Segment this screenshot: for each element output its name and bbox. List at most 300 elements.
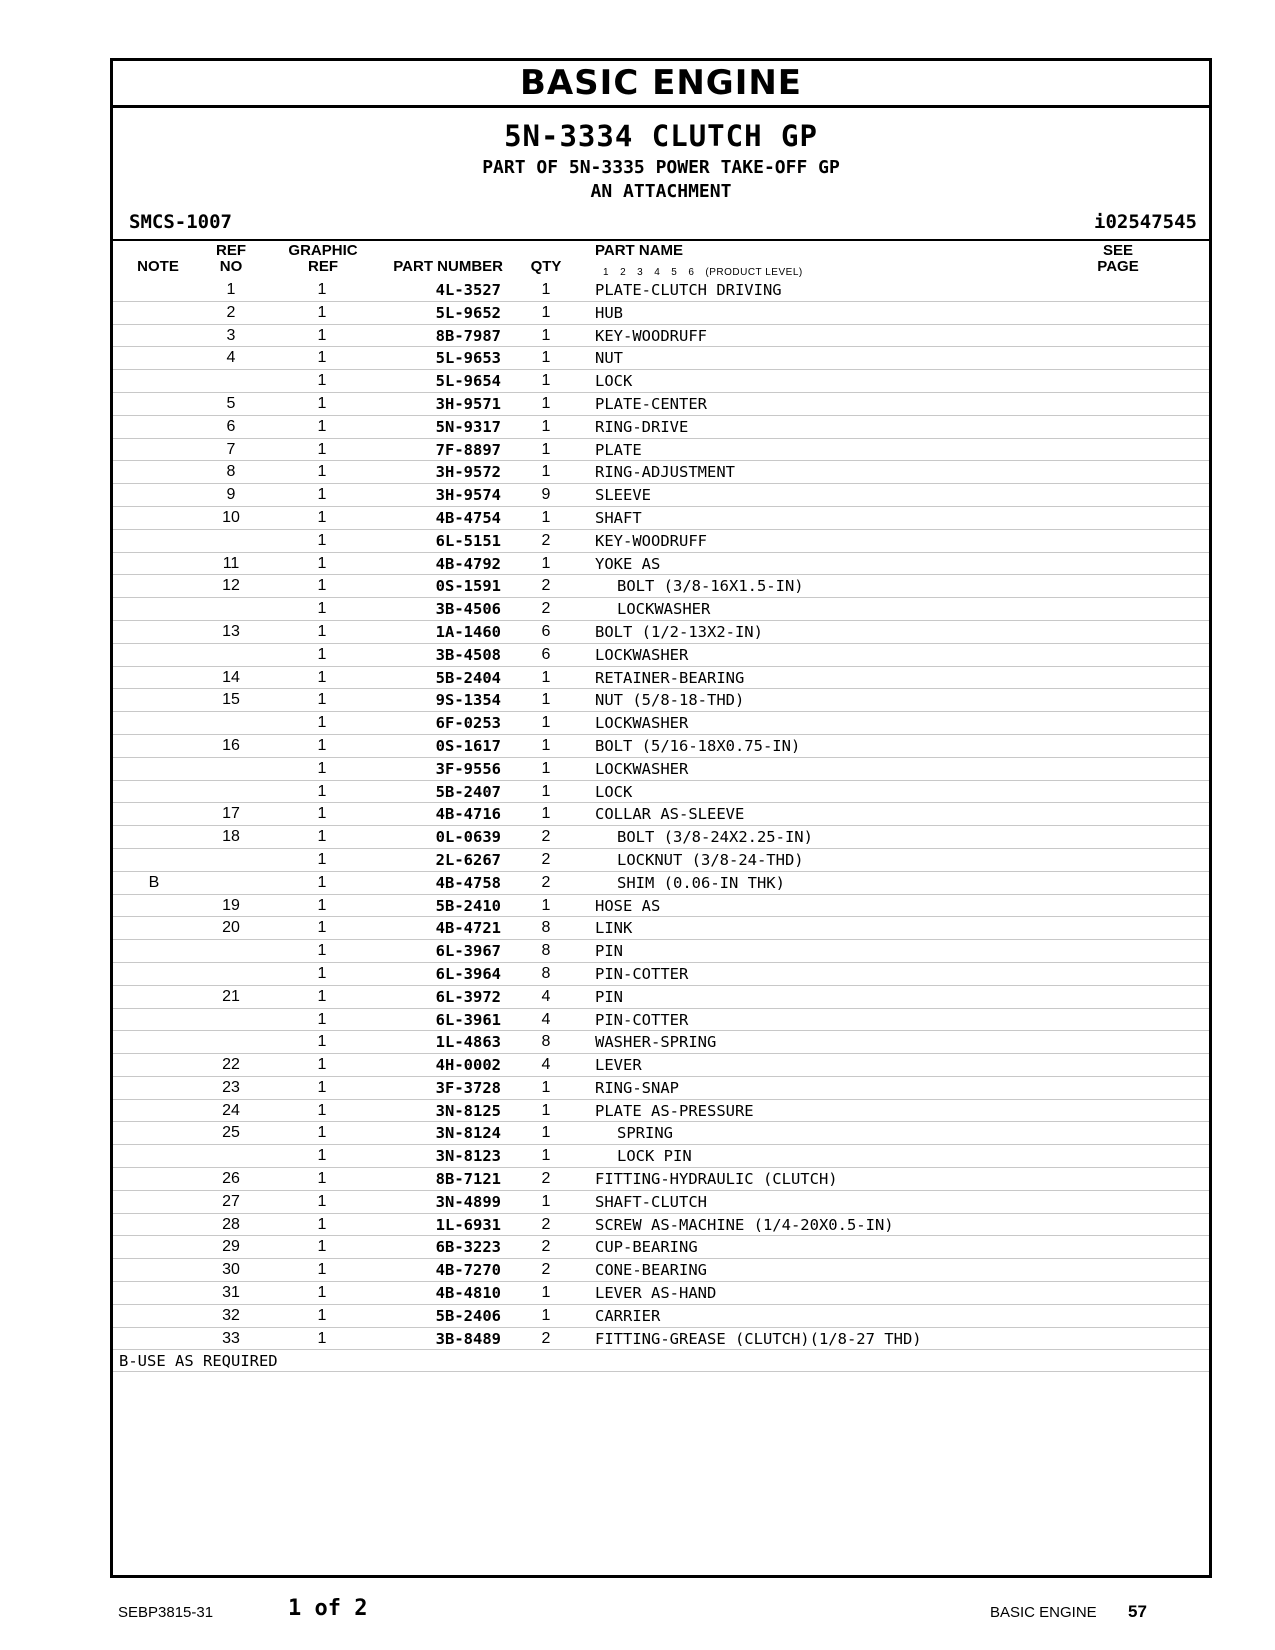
table-row	[113, 1054, 1209, 1077]
graphic-ref-cell: 1	[317, 1056, 327, 1074]
graphic-ref-cell: 1	[317, 1238, 327, 1256]
table-row	[113, 986, 1209, 1009]
header-see-bottom: PAGE	[1097, 258, 1139, 275]
ref-no-cell: 5	[226, 394, 236, 412]
ref-no-cell: 27	[222, 1192, 240, 1210]
ref-no-cell: 30	[222, 1261, 240, 1279]
part-number-cell: 6L-3967	[435, 942, 501, 961]
ref-no-cell: 3	[226, 326, 236, 344]
graphic-ref-cell: 1	[317, 964, 327, 982]
ref-no-cell: 8	[226, 463, 236, 481]
graphic-ref-cell: 1	[317, 1078, 327, 1096]
part-name-cell: HOSE AS	[595, 896, 661, 915]
product-level-5: 5	[671, 267, 678, 278]
product-level-6: 6	[688, 267, 695, 278]
ref-no-cell: 21	[222, 987, 240, 1005]
part-name-cell: RING-DRIVE	[595, 417, 689, 436]
header-qty: QTY	[530, 258, 562, 275]
qty-cell: 1	[541, 668, 551, 686]
graphic-ref-cell: 1	[317, 1215, 327, 1233]
part-name-cell: BOLT (3/8-16X1.5-IN)	[617, 577, 804, 596]
footnote-text: B-USE AS REQUIRED	[119, 1352, 278, 1371]
part-number-cell: 4B-4721	[435, 919, 501, 938]
graphic-ref-cell: 1	[317, 1010, 327, 1028]
part-number-cell: 4B-4810	[435, 1284, 501, 1303]
ref-no-cell: 19	[222, 896, 240, 914]
graphic-ref-cell: 1	[317, 281, 327, 298]
header-see-top: SEE	[1102, 242, 1133, 259]
table-row	[113, 689, 1209, 712]
part-name-cell: FITTING-GREASE (CLUTCH)(1/8-27 THD)	[595, 1329, 922, 1348]
table-row	[113, 484, 1209, 507]
qty-cell: 6	[541, 645, 551, 663]
note-cell: B	[148, 873, 160, 891]
part-number-cell: 8B-7121	[435, 1170, 501, 1189]
footer-section: BASIC ENGINE	[990, 1604, 1097, 1621]
part-number-cell: 1A-1460	[435, 622, 501, 641]
table-row	[113, 1077, 1209, 1100]
qty-cell: 1	[541, 896, 551, 914]
part-name-cell: LOCK	[595, 372, 633, 391]
part-name-cell: PIN	[595, 987, 623, 1006]
part-name-cell: CONE-BEARING	[595, 1261, 707, 1280]
table-row	[113, 1282, 1209, 1305]
graphic-ref-cell: 1	[317, 805, 327, 823]
header-part-number: PART NUMBER	[393, 258, 503, 275]
qty-cell: 1	[541, 372, 551, 390]
part-number-cell: 4B-4754	[435, 508, 501, 527]
part-number-cell: 5L-9654	[435, 372, 501, 391]
part-name-cell: RETAINER-BEARING	[595, 668, 745, 687]
ref-no-cell: 26	[222, 1170, 240, 1188]
table-row	[113, 1100, 1209, 1123]
part-number-cell: 6L-3961	[435, 1010, 501, 1029]
part-name-cell: RING-SNAP	[595, 1078, 679, 1097]
part-number-cell: 4H-0002	[435, 1056, 501, 1075]
part-name-cell: SLEEVE	[595, 486, 651, 505]
table-row	[113, 1168, 1209, 1191]
table-row	[113, 1305, 1209, 1328]
graphic-ref-cell: 1	[317, 1147, 327, 1165]
part-name-cell: LOCKWASHER	[595, 759, 689, 778]
part-name-cell: LOCK	[595, 782, 633, 801]
part-number-cell: 5L-9653	[435, 349, 501, 368]
qty-cell: 9	[541, 486, 551, 504]
part-number-cell: 5B-2406	[435, 1306, 501, 1325]
qty-cell: 4	[541, 987, 551, 1005]
qty-cell: 2	[541, 1261, 551, 1279]
part-number-cell: 0L-0639	[435, 828, 501, 847]
qty-cell: 1	[541, 281, 551, 298]
part-number-cell: 3B-8489	[435, 1329, 501, 1348]
table-row	[113, 1214, 1209, 1237]
graphic-ref-cell: 1	[317, 600, 327, 618]
table-row	[113, 735, 1209, 758]
part-number-cell: 1L-6931	[435, 1215, 501, 1234]
part-name-cell: COLLAR AS-SLEEVE	[595, 805, 745, 824]
graphic-ref-cell: 1	[317, 303, 327, 321]
part-name-cell: SHAFT-CLUTCH	[595, 1192, 707, 1211]
part-number-cell: 3N-8124	[435, 1124, 501, 1143]
qty-cell: 2	[541, 531, 551, 549]
table-row	[113, 598, 1209, 621]
part-number-cell: 3B-4506	[435, 600, 501, 619]
graphic-ref-cell: 1	[317, 622, 327, 640]
table-row	[113, 1145, 1209, 1168]
part-name-cell: NUT	[595, 349, 623, 368]
part-name-cell: LOCKWASHER	[617, 600, 711, 619]
table-row	[113, 279, 1209, 302]
table-row	[113, 393, 1209, 416]
graphic-ref-cell: 1	[317, 1284, 327, 1302]
part-number-cell: 5L-9652	[435, 303, 501, 322]
table-row	[113, 416, 1209, 439]
ref-no-cell: 13	[222, 622, 240, 640]
table-row	[113, 849, 1209, 872]
qty-cell: 1	[541, 1124, 551, 1142]
qty-cell: 2	[541, 1238, 551, 1256]
qty-cell: 1	[541, 782, 551, 800]
part-number-cell: 3N-8123	[435, 1147, 501, 1166]
part-name-cell: KEY-WOODRUFF	[595, 531, 707, 550]
qty-cell: 1	[541, 463, 551, 481]
part-number-cell: 4B-4716	[435, 805, 501, 824]
table-row	[113, 826, 1209, 849]
table-row	[113, 644, 1209, 667]
qty-cell: 1	[541, 417, 551, 435]
part-number-cell: 0S-1591	[435, 577, 501, 596]
graphic-ref-cell: 1	[317, 1192, 327, 1210]
graphic-ref-cell: 1	[317, 691, 327, 709]
part-number-cell: 5B-2404	[435, 668, 501, 687]
ref-no-cell: 24	[222, 1101, 240, 1119]
document-id: i02547545	[1094, 211, 1197, 233]
ref-no-cell: 2	[226, 303, 236, 321]
qty-cell: 1	[541, 1284, 551, 1302]
header-ref-top: REF	[216, 242, 246, 259]
footer-page-number: 57	[1128, 1602, 1147, 1621]
qty-cell: 1	[541, 554, 551, 572]
header-graphic-bottom: REF	[308, 258, 338, 275]
page-frame	[110, 58, 1212, 1578]
header-part-name: PART NAME	[595, 242, 684, 259]
table-row	[113, 781, 1209, 804]
qty-cell: 8	[541, 919, 551, 937]
graphic-ref-cell: 1	[317, 326, 327, 344]
part-name-cell: PLATE-CENTER	[595, 394, 707, 413]
ref-no-cell: 4	[226, 349, 236, 367]
header-divider	[113, 239, 1209, 241]
part-name-cell: LOCKWASHER	[595, 714, 689, 733]
table-row	[113, 370, 1209, 393]
part-number-cell: 3H-9572	[435, 463, 501, 482]
part-number-cell: 8B-7987	[435, 326, 501, 345]
qty-cell: 4	[541, 1056, 551, 1074]
part-name-cell: BOLT (3/8-24X2.25-IN)	[617, 828, 813, 847]
graphic-ref-cell: 1	[317, 417, 327, 435]
qty-cell: 8	[541, 964, 551, 982]
part-number-cell: 3F-9556	[435, 759, 501, 778]
table-row	[113, 712, 1209, 735]
qty-cell: 8	[541, 1033, 551, 1051]
part-number-cell: 6L-3972	[435, 987, 501, 1006]
part-name-cell: YOKE AS	[595, 554, 661, 573]
footnote-row	[113, 1350, 1209, 1372]
part-number-cell: 3N-4899	[435, 1192, 501, 1211]
qty-cell: 2	[541, 1329, 551, 1347]
qty-cell: 1	[541, 349, 551, 367]
footer-doc-number: SEBP3815-31	[118, 1604, 214, 1621]
smcs-code: SMCS-1007	[129, 211, 232, 233]
part-number-cell: 6B-3223	[435, 1238, 501, 1257]
ref-no-cell: 17	[222, 805, 240, 823]
part-name-cell: PIN-COTTER	[595, 1010, 689, 1029]
qty-cell: 2	[541, 577, 551, 595]
ref-no-cell: 15	[222, 691, 240, 709]
qty-cell: 1	[541, 759, 551, 777]
ref-no-cell: 9	[226, 486, 236, 504]
qty-cell: 1	[541, 394, 551, 412]
graphic-ref-cell: 1	[317, 531, 327, 549]
part-number-cell: 3H-9571	[435, 394, 501, 413]
qty-cell: 1	[541, 440, 551, 458]
part-name-cell: RING-ADJUSTMENT	[595, 463, 735, 482]
part-name-cell: CUP-BEARING	[595, 1238, 698, 1257]
graphic-ref-cell: 1	[317, 349, 327, 367]
part-name-cell: FITTING-HYDRAULIC (CLUTCH)	[595, 1170, 838, 1189]
graphic-ref-cell: 1	[317, 486, 327, 504]
qty-cell: 6	[541, 622, 551, 640]
group-title: 5N-3334 CLUTCH GP	[504, 119, 818, 153]
part-name-cell: WASHER-SPRING	[595, 1033, 717, 1052]
part-number-cell: 4B-4792	[435, 554, 501, 573]
section-title: BASIC ENGINE	[113, 61, 1209, 108]
table-row	[113, 439, 1209, 462]
table-row	[113, 553, 1209, 576]
part-number-cell: 6F-0253	[435, 714, 501, 733]
part-name-cell: LEVER AS-HAND	[595, 1284, 717, 1303]
ref-no-cell: 31	[222, 1284, 240, 1302]
table-row	[113, 917, 1209, 940]
table-row	[113, 803, 1209, 826]
graphic-ref-cell: 1	[317, 1306, 327, 1324]
parts-table	[113, 279, 1209, 1372]
table-row	[113, 507, 1209, 530]
graphic-ref-cell: 1	[317, 919, 327, 937]
graphic-ref-cell: 1	[317, 850, 327, 868]
graphic-ref-cell: 1	[317, 736, 327, 754]
ref-no-cell: 20	[222, 919, 240, 937]
graphic-ref-cell: 1	[317, 1101, 327, 1119]
graphic-ref-cell: 1	[317, 782, 327, 800]
part-name-cell: LOCK PIN	[617, 1147, 692, 1166]
table-row	[113, 667, 1209, 690]
ref-no-cell: 23	[222, 1078, 240, 1096]
part-number-cell: 3F-3728	[435, 1078, 501, 1097]
ref-no-cell: 12	[222, 577, 240, 595]
part-name-cell: PLATE	[595, 440, 642, 459]
graphic-ref-cell: 1	[317, 463, 327, 481]
product-level-1: 1	[603, 267, 610, 278]
table-row	[113, 1236, 1209, 1259]
ref-no-cell: 16	[222, 736, 240, 754]
table-row	[113, 530, 1209, 553]
qty-cell: 1	[541, 736, 551, 754]
part-name-cell: SCREW AS-MACHINE (1/4-20X0.5-IN)	[595, 1215, 894, 1234]
part-number-cell: 4B-4758	[435, 873, 501, 892]
part-name-cell: SHIM (0.06-IN THK)	[617, 873, 785, 892]
qty-cell: 1	[541, 508, 551, 526]
parent-group-subtitle: PART OF 5N-3335 POWER TAKE-OFF GP	[482, 157, 840, 178]
part-name-cell: PIN	[595, 942, 623, 961]
part-name-cell: LOCKNUT (3/8-24-THD)	[617, 850, 804, 869]
table-row	[113, 461, 1209, 484]
footer-page-of: 1 of 2	[288, 1596, 368, 1621]
ref-no-cell: 10	[222, 508, 240, 526]
ref-no-cell: 33	[222, 1329, 240, 1347]
qty-cell: 2	[541, 1170, 551, 1188]
qty-cell: 2	[541, 873, 551, 891]
part-name-cell: BOLT (1/2-13X2-IN)	[595, 622, 763, 641]
table-row	[113, 1122, 1209, 1145]
part-name-cell: CARRIER	[595, 1306, 661, 1325]
graphic-ref-cell: 1	[317, 554, 327, 572]
graphic-ref-cell: 1	[317, 759, 327, 777]
graphic-ref-cell: 1	[317, 645, 327, 663]
table-row	[113, 325, 1209, 348]
part-number-cell: 5B-2407	[435, 782, 501, 801]
part-name-cell: LEVER	[595, 1056, 642, 1075]
part-number-cell: 5B-2410	[435, 896, 501, 915]
qty-cell: 1	[541, 1101, 551, 1119]
table-row	[113, 940, 1209, 963]
product-level-2: 2	[620, 267, 627, 278]
part-number-cell: 3B-4508	[435, 645, 501, 664]
part-number-cell: 1L-4863	[435, 1033, 501, 1052]
part-number-cell: 6L-3964	[435, 964, 501, 983]
graphic-ref-cell: 1	[317, 987, 327, 1005]
graphic-ref-cell: 1	[317, 1329, 327, 1347]
part-number-cell: 4B-7270	[435, 1261, 501, 1280]
qty-cell: 1	[541, 326, 551, 344]
graphic-ref-cell: 1	[317, 873, 327, 891]
part-name-cell: PLATE-CLUTCH DRIVING	[595, 281, 782, 299]
part-number-cell: 3N-8125	[435, 1101, 501, 1120]
graphic-ref-cell: 1	[317, 896, 327, 914]
graphic-ref-cell: 1	[317, 714, 327, 732]
part-number-cell: 2L-6267	[435, 850, 501, 869]
graphic-ref-cell: 1	[317, 668, 327, 686]
qty-cell: 1	[541, 1147, 551, 1165]
part-name-cell: NUT (5/8-18-THD)	[595, 691, 745, 710]
table-row	[113, 621, 1209, 644]
graphic-ref-cell: 1	[317, 440, 327, 458]
graphic-ref-cell: 1	[317, 1261, 327, 1279]
part-name-cell: PIN-COTTER	[595, 964, 689, 983]
ref-no-cell: 11	[222, 554, 240, 572]
graphic-ref-cell: 1	[317, 1124, 327, 1142]
graphic-ref-cell: 1	[317, 942, 327, 960]
ref-no-cell: 32	[222, 1306, 240, 1324]
part-name-cell: LOCKWASHER	[595, 645, 689, 664]
table-row	[113, 575, 1209, 598]
graphic-ref-cell: 1	[317, 577, 327, 595]
qty-cell: 1	[541, 691, 551, 709]
part-number-cell: 0S-1617	[435, 736, 501, 755]
qty-cell: 2	[541, 850, 551, 868]
qty-cell: 1	[541, 805, 551, 823]
ref-no-cell: 28	[222, 1215, 240, 1233]
part-name-cell: PLATE AS-PRESSURE	[595, 1101, 754, 1120]
qty-cell: 4	[541, 1010, 551, 1028]
qty-cell: 8	[541, 942, 551, 960]
ref-no-cell: 29	[222, 1238, 240, 1256]
part-name-cell: SHAFT	[595, 508, 642, 527]
qty-cell: 2	[541, 1215, 551, 1233]
qty-cell: 1	[541, 1306, 551, 1324]
ref-no-cell: 14	[222, 668, 240, 686]
part-number-cell: 7F-8897	[435, 440, 501, 459]
table-row	[113, 1328, 1209, 1351]
table-row	[113, 872, 1209, 895]
part-number-cell: 6L-5151	[435, 531, 501, 550]
part-name-cell: SPRING	[617, 1124, 673, 1143]
graphic-ref-cell: 1	[317, 394, 327, 412]
product-level-4: 4	[654, 267, 661, 278]
part-name-cell: LINK	[595, 919, 633, 938]
part-name-cell: KEY-WOODRUFF	[595, 326, 707, 345]
qty-cell: 1	[541, 1192, 551, 1210]
qty-cell: 2	[541, 828, 551, 846]
table-row	[113, 963, 1209, 986]
header-product-levels	[603, 267, 803, 278]
table-row	[113, 895, 1209, 918]
table-row	[113, 758, 1209, 781]
part-name-cell: HUB	[595, 303, 623, 322]
product-level-label: (PRODUCT LEVEL)	[705, 267, 803, 278]
header-ref-bottom: NO	[219, 258, 243, 275]
part-number-cell: 5N-9317	[435, 417, 501, 436]
graphic-ref-cell: 1	[317, 1170, 327, 1188]
part-number-cell: 3H-9574	[435, 486, 501, 505]
table-row	[113, 1191, 1209, 1214]
qty-cell: 1	[541, 714, 551, 732]
table-row	[113, 1259, 1209, 1282]
table-row	[113, 1009, 1209, 1032]
header-graphic-top: GRAPHIC	[288, 242, 358, 259]
qty-cell: 1	[541, 303, 551, 321]
product-level-3: 3	[637, 267, 644, 278]
part-number-cell: 9S-1354	[435, 691, 501, 710]
table-row	[113, 1031, 1209, 1054]
table-row	[113, 347, 1209, 370]
ref-no-cell: 18	[222, 828, 240, 846]
ref-no-cell: 7	[226, 440, 236, 458]
table-row	[113, 302, 1209, 325]
graphic-ref-cell: 1	[317, 372, 327, 390]
attachment-subtitle: AN ATTACHMENT	[590, 181, 732, 202]
header-note: NOTE	[137, 258, 179, 275]
qty-cell: 2	[541, 600, 551, 618]
graphic-ref-cell: 1	[317, 508, 327, 526]
graphic-ref-cell: 1	[317, 828, 327, 846]
ref-no-cell: 1	[226, 281, 236, 298]
graphic-ref-cell: 1	[317, 1033, 327, 1051]
ref-no-cell: 25	[222, 1124, 240, 1142]
part-name-cell: BOLT (5/16-18X0.75-IN)	[595, 736, 801, 755]
ref-no-cell: 6	[226, 417, 236, 435]
qty-cell: 1	[541, 1078, 551, 1096]
